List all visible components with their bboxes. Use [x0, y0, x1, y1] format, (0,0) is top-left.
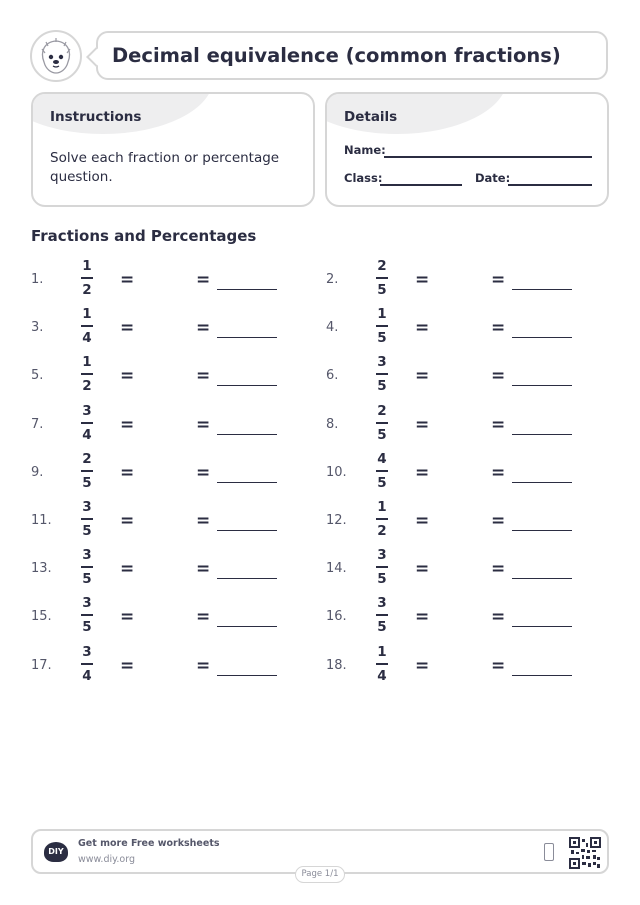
page-indicator: Page 1/1: [295, 866, 345, 883]
equals-sign: =: [491, 318, 506, 339]
fraction-numerator: 3: [82, 499, 92, 515]
fraction-denominator: 5: [82, 619, 92, 636]
qr-code-icon[interactable]: [569, 837, 601, 869]
question-item: [31, 403, 311, 447]
fraction-bar: [81, 566, 93, 568]
question-item: [326, 258, 606, 302]
fraction-bar: [81, 470, 93, 472]
fraction-numerator: 1: [82, 306, 92, 323]
answer-blank[interactable]: [217, 578, 277, 579]
answer-blank[interactable]: [512, 675, 572, 676]
fraction-bar: [376, 373, 388, 375]
equals-sign: =: [120, 270, 135, 290]
question-item: [31, 354, 311, 398]
answer-blank[interactable]: [217, 482, 277, 483]
answer-blank[interactable]: [512, 289, 572, 290]
instructions-panel: [31, 92, 315, 207]
fraction-bar: [81, 518, 93, 520]
answer-blank[interactable]: [217, 530, 277, 531]
question-number: 14.: [326, 561, 347, 577]
equals-sign: =: [196, 318, 211, 339]
question-item: [31, 306, 311, 350]
equals-sign: =: [491, 559, 506, 580]
question-item: [326, 595, 606, 639]
equals-sign: =: [196, 607, 211, 628]
fraction-numerator: 3: [82, 643, 92, 660]
fraction-bar: [81, 663, 93, 665]
fraction-denominator: 5: [82, 474, 92, 491]
fraction: [77, 258, 97, 299]
fraction-numerator: 3: [377, 595, 387, 612]
equals-sign: =: [120, 559, 135, 580]
fraction-bar: [376, 470, 388, 472]
equals-sign: =: [415, 414, 430, 435]
question-item: [31, 499, 311, 543]
instructions-heading: Instructions: [50, 109, 142, 125]
answer-blank[interactable]: [512, 385, 572, 386]
equals-sign: =: [120, 414, 135, 435]
fraction-denominator: 5: [82, 571, 92, 588]
class-field[interactable]: [380, 184, 462, 186]
equals-sign: =: [491, 655, 506, 676]
fraction: [372, 403, 392, 444]
fraction-denominator: 2: [82, 282, 92, 298]
fraction-denominator: 5: [377, 426, 387, 443]
question-number: 7.: [31, 416, 44, 432]
fraction-numerator: 3: [82, 402, 92, 419]
question-number: 18.: [326, 657, 347, 673]
fraction: [372, 451, 392, 492]
fraction-bar: [81, 422, 93, 424]
equals-sign: =: [120, 366, 135, 387]
date-field[interactable]: [508, 184, 592, 186]
fraction-numerator: 4: [377, 450, 387, 467]
name-label: Name:: [344, 143, 386, 157]
fraction-denominator: 5: [377, 282, 387, 298]
fraction: [77, 403, 97, 444]
equals-sign: =: [120, 318, 135, 339]
fraction: [77, 499, 97, 540]
question-number: 8.: [326, 416, 339, 432]
answer-blank[interactable]: [217, 434, 277, 435]
answer-blank[interactable]: [512, 530, 572, 531]
question-number: 4.: [326, 320, 339, 336]
fraction-numerator: 3: [377, 354, 387, 371]
fraction-bar: [376, 614, 388, 616]
question-item: [326, 644, 606, 688]
question-item: [326, 403, 606, 447]
question-item: [326, 306, 606, 350]
equals-sign: =: [415, 270, 430, 290]
fraction-denominator: 5: [377, 378, 387, 395]
answer-blank[interactable]: [217, 675, 277, 676]
answer-blank[interactable]: [512, 482, 572, 483]
title-box: [96, 31, 608, 80]
answer-blank[interactable]: [512, 434, 572, 435]
equals-sign: =: [120, 462, 135, 483]
question-item: [31, 547, 311, 591]
fraction-denominator: 5: [377, 474, 387, 491]
question-number: 6.: [326, 368, 339, 384]
equals-sign: =: [415, 607, 430, 628]
fraction-denominator: 5: [377, 330, 387, 347]
date-label: Date:: [475, 171, 511, 185]
answer-blank[interactable]: [217, 337, 277, 338]
equals-sign: =: [415, 655, 430, 676]
fraction-bar: [376, 277, 388, 279]
fraction-denominator: 5: [377, 619, 387, 636]
equals-sign: =: [491, 366, 506, 387]
question-number: 17.: [31, 657, 52, 673]
question-number: 13.: [31, 561, 52, 577]
fraction-numerator: 3: [377, 547, 387, 564]
fraction: [77, 306, 97, 347]
fraction: [372, 306, 392, 347]
fraction: [77, 451, 97, 492]
question-item: [31, 595, 311, 639]
equals-sign: =: [415, 366, 430, 387]
fraction-numerator: 2: [82, 450, 92, 467]
details-panel: [325, 92, 609, 207]
answer-blank[interactable]: [217, 385, 277, 386]
question-number: 5.: [31, 368, 44, 384]
fraction: [372, 499, 392, 540]
fraction-denominator: 2: [377, 523, 387, 539]
equals-sign: =: [120, 655, 135, 676]
fraction-bar: [376, 566, 388, 568]
equals-sign: =: [415, 318, 430, 339]
fraction-bar: [81, 277, 93, 279]
equals-sign: =: [196, 414, 211, 435]
answer-blank[interactable]: [512, 626, 572, 627]
question-number: 12.: [326, 513, 347, 528]
equals-sign: =: [196, 559, 211, 580]
fraction-numerator: 3: [82, 547, 92, 564]
name-field[interactable]: [384, 156, 592, 158]
fraction: [77, 595, 97, 636]
question-item: [326, 451, 606, 495]
question-number: 11.: [31, 513, 52, 528]
answer-blank[interactable]: [512, 337, 572, 338]
mascot-avatar-icon: [30, 30, 82, 82]
question-item: [31, 644, 311, 688]
question-item: [31, 451, 311, 495]
answer-blank[interactable]: [512, 578, 572, 579]
fraction-bar: [376, 325, 388, 327]
equals-sign: =: [415, 462, 430, 483]
diy-logo-icon[interactable]: [44, 842, 68, 862]
fraction: [372, 644, 392, 685]
question-item: [31, 258, 311, 302]
fraction-denominator: 4: [377, 667, 387, 684]
equals-sign: =: [196, 366, 211, 387]
page-title: Decimal equivalence (common fractions): [112, 44, 561, 67]
equals-sign: =: [491, 414, 506, 435]
fraction-bar: [376, 518, 388, 520]
fraction: [77, 547, 97, 588]
question-number: 15.: [31, 609, 52, 625]
class-label: Class:: [344, 171, 383, 185]
fraction-bar: [81, 614, 93, 616]
fraction-numerator: 1: [377, 499, 387, 515]
fraction-denominator: 4: [82, 426, 92, 443]
fraction-denominator: 4: [82, 667, 92, 684]
logo-text: DIY: [48, 847, 64, 856]
equals-sign: =: [491, 270, 506, 290]
question-number: 16.: [326, 609, 347, 625]
question-item: [326, 499, 606, 543]
equals-sign: =: [120, 607, 135, 628]
question-item: [326, 547, 606, 591]
equals-sign: =: [196, 655, 211, 676]
fraction-bar: [81, 373, 93, 375]
equals-sign: =: [196, 270, 211, 290]
fraction-numerator: 3: [82, 595, 92, 612]
fraction: [372, 547, 392, 588]
equals-sign: =: [196, 511, 211, 531]
footer-promo-text: Get more Free worksheets: [78, 838, 220, 849]
fraction: [372, 595, 392, 636]
fraction: [372, 258, 392, 299]
fraction: [372, 354, 392, 395]
equals-sign: =: [196, 462, 211, 483]
fraction-numerator: 1: [82, 354, 92, 371]
fraction-numerator: 2: [377, 258, 387, 274]
answer-blank[interactable]: [217, 289, 277, 290]
footer-url-link[interactable]: www.diy.org: [78, 854, 135, 865]
equals-sign: =: [491, 511, 506, 531]
section-heading: Fractions and Percentages: [31, 227, 257, 245]
fraction-denominator: 4: [82, 330, 92, 347]
question-item: [326, 354, 606, 398]
details-heading: Details: [344, 109, 398, 125]
fraction-numerator: 1: [82, 258, 92, 274]
equals-sign: =: [415, 559, 430, 580]
fraction-bar: [81, 325, 93, 327]
question-number: 3.: [31, 320, 44, 336]
fraction-denominator: 5: [377, 571, 387, 588]
fraction: [77, 644, 97, 685]
question-number: 1.: [31, 272, 44, 287]
equals-sign: =: [120, 511, 135, 531]
fraction-numerator: 1: [377, 643, 387, 660]
question-number: 9.: [31, 464, 44, 480]
fraction-numerator: 1: [377, 306, 387, 323]
question-number: 10.: [326, 464, 347, 480]
equals-sign: =: [491, 462, 506, 483]
fraction-bar: [376, 422, 388, 424]
phone-icon: [544, 843, 554, 861]
fraction-denominator: 2: [82, 378, 92, 395]
equals-sign: =: [491, 607, 506, 628]
instructions-text: Solve each fraction or percentage question.: [50, 150, 280, 185]
fraction-denominator: 5: [82, 523, 92, 539]
equals-sign: =: [415, 511, 430, 531]
fraction: [77, 354, 97, 395]
fraction-bar: [376, 663, 388, 665]
question-number: 2.: [326, 272, 339, 287]
fraction-numerator: 2: [377, 402, 387, 419]
answer-blank[interactable]: [217, 626, 277, 627]
